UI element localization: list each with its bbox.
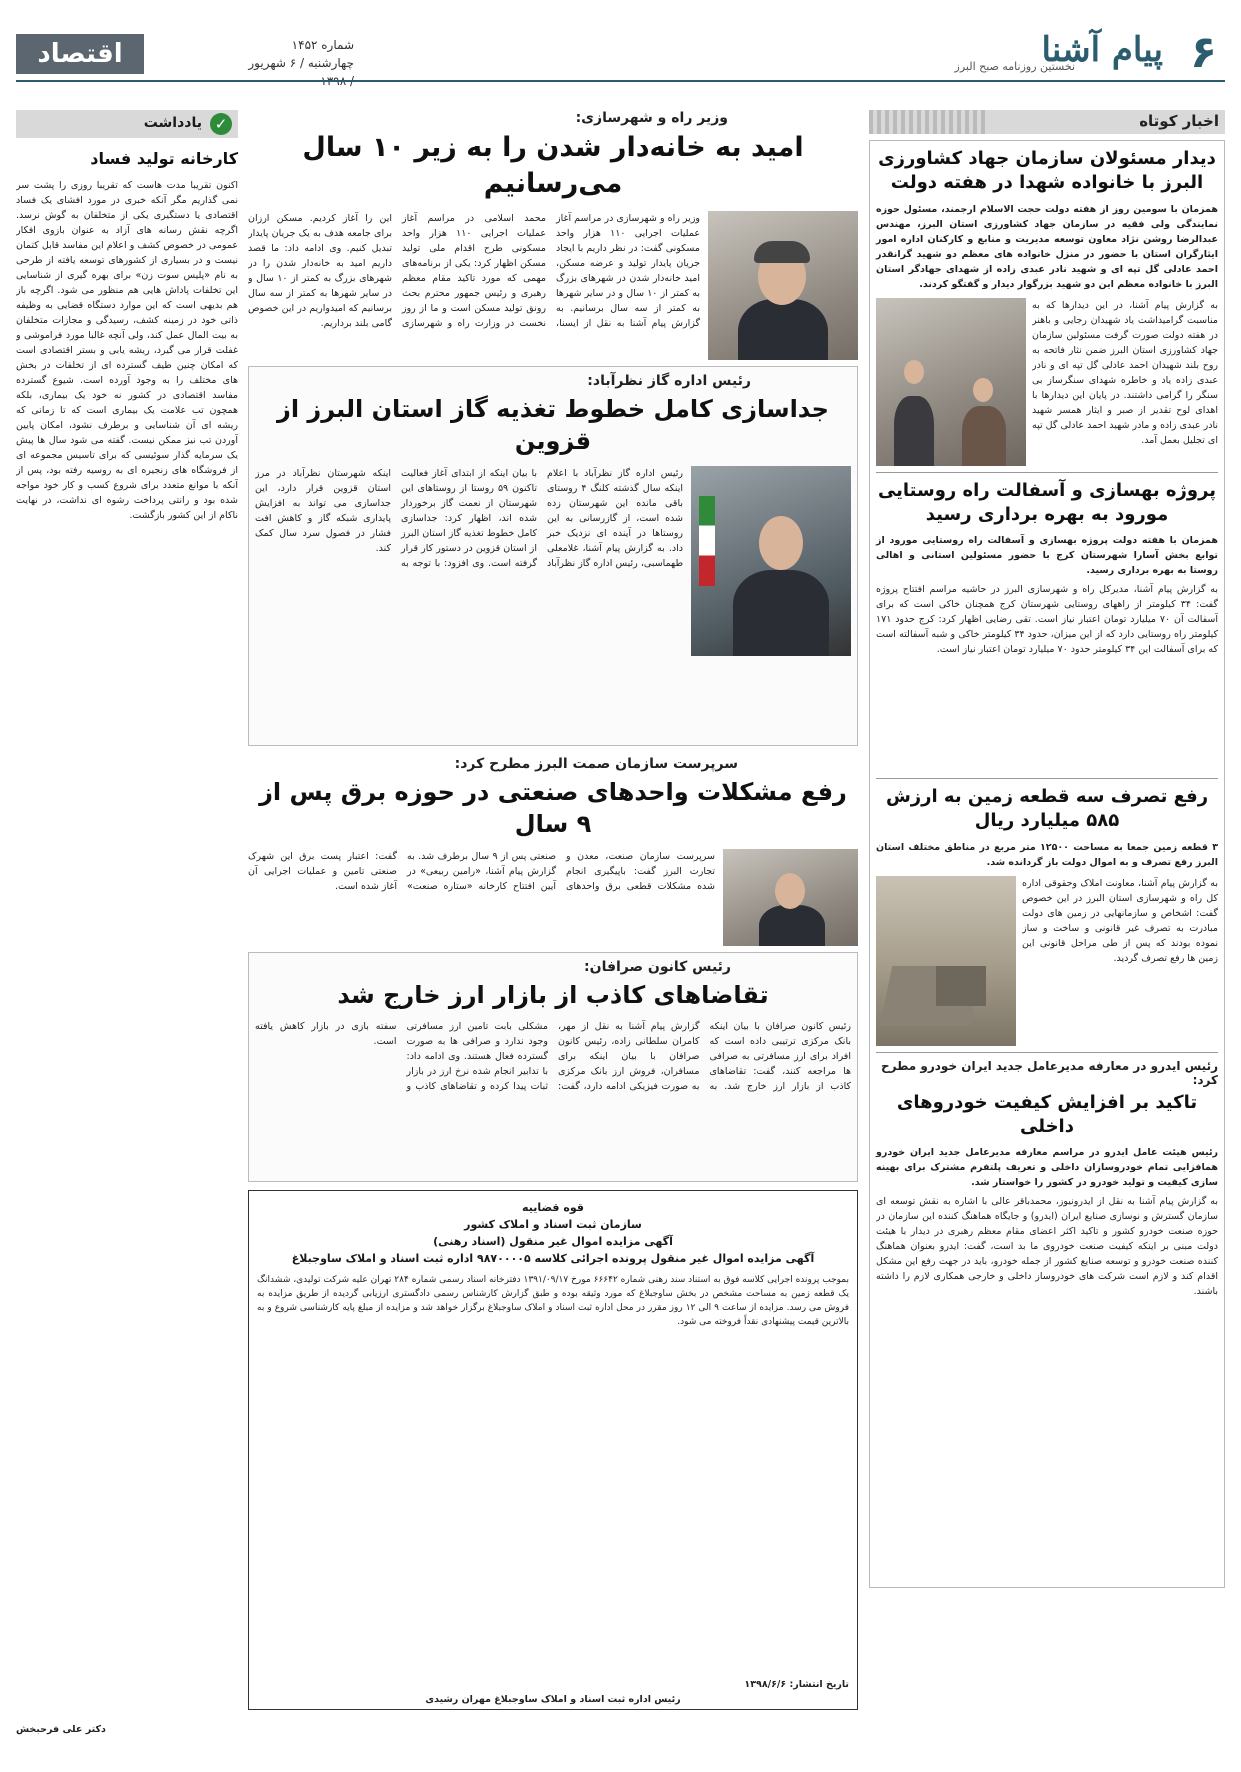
story1-block [248,110,858,360]
masthead-rule [16,80,1225,82]
short-news-column [869,110,1225,1750]
exchange-body: رئیس کانون صرافان با بیان اینکه بانک مرکزی ترتیبی داده است که افراد برای ارز مسافرتی به صرافی ها مراجعه کنند، گفت: تقاضاهای کاذب از بازار ارز خارج شد. به گزارش پیام آشنا به نقل از مهر، کامران سلطانی زاده، رئیس کانون صرافان با بیان اینکه برای مسافران، فروش ارز بانک مرکزی به صورت فیزیکی ادامه دارد، گفت: مشکلی بابت تامین ارز مسافرتی وجود ندارد و صرافی ها به صورت گسترده فعال هستند. وی ادامه داد: با تدابیر انجام شده نرخ ارز در بازار ثبات پیدا کرده و تقاضاهای کاذب و سفته بازی در بازار کاهش یافته است. [255,1021,851,1093]
opinion-label: یادداشت [143,115,202,131]
story3-photo [876,876,1016,1046]
minister-headline: امید به خانه‌دار شدن را به زیر ۱۰ سال می‌رسانیم [302,132,804,200]
opinion-band [16,110,238,138]
brand-name: پیام آشنا [1041,30,1163,70]
story3-block [248,756,858,946]
band-stripe [869,110,989,134]
ad-signature: رئیس اداره ثبت اسناد و املاک ساوجبلاغ مهران رشیدی [425,1694,681,1705]
legal-ad [248,1190,858,1710]
story3-body: به گزارش پیام آشنا، معاونت املاک وحقوقی اداره کل راه و شهرسازی استان البرز در این خصوص گفت: اشخاص و سازمانهایی در زمین های دولت مبادرت به تصرف غیر قانونی و ساخت و ساز نموده بودند که پس از طی مراحل قانونی این زمین ها رفع تصرف گردید. [1022,877,1218,964]
story4-body: به گزارش پیام آشنا به نقل از ایدرونیوز، محمدباقر عالی با اشاره به نقش توسعه ای سازمان گسترش و نوسازی صنایع ایران (ایدرو) و جایگاه هماهنگ کننده این سازمان در حوزه صنعت خودرو کشور و تاکید اکثر اعضای مقام معظم رهبری در دیدار با هیئت دولت مبنی بر اینکه کیفیت صنعت خودروی ما بد است، گفت: ایدرو بعنوان هماهنگ کننده صنعت خودرو و توسعه صنایع کشور از جمله خودرو، باید در جهت رفع این مشکل اقدام کند و لازم است شرکت های خودروساز داخلی و خارجی همکاری لازم را داشته باشند. [876,1196,1218,1298]
ad-date: تاریخ انتشار: ۱۳۹۸/۶/۶ [744,1679,849,1690]
gas-photo [691,466,851,656]
minister-body: وزیر راه و شهرسازی در مراسم آغاز عملیات اجرایی ۱۱۰ هزار واحد مسکونی گفت: در نظر داریم با ایجاد جریان پایدار تولید و عرضه مسکن، امید خانه‌دار شدن در شهرهای بزرگ به کمتر از ۱۰ سال و در سایر شهرها به کمتر از سه سال برسانیم. به گزارش پیام آشنا به نقل از ایسنا، محمد اسلامی در مراسم آغاز عملیات اجرایی ۱۱۰ هزار واحد مسکونی طرح اقدام ملی تولید مسکن اظهار کرد: یکی از برنامه‌های مهمی که مورد تاکید مقام معظم رهبری و رئیس جمهور محترم بحث رونق تولید مسکن است و ما از روز نخست در وزارت راه و شهرسازی این را آغاز کردیم. مسکن ارزان برای جامعه هدف به یک جریان پایدار تبدیل کنیم. وی ادامه داد: ما قصد داریم امید به خانه‌دار شدن را در شهرهای بزرگ به کمتر از ۱۰ سال و در سایر شهرها به کمتر از سه سال برسانیم که امیدواریم در این خصوص گامی بلند برداریم. [248,212,700,329]
minister-photo [708,211,858,360]
masthead [16,28,1225,80]
gas-kicker: رئیس اداره گاز نظرآباد: [587,373,751,389]
ad-body: بموجب پرونده اجرایی کلاسه فوق به استناد سند رهنی شماره ۶۶۶۴۲ مورخ ۱۳۹۱/۰۹/۱۷ دفترخانه اسناد رسمی شماره ۲۸۴ تهران علیه شرکت تولیدی، ششدانگ یک قطعه زمین به مساحت مشخص در بخش ساوجبلاغ که مورد وثیقه بوده و طبق گزارش کارشناس رسمی دادگستری ارزیابی گردیده از طریق مزایده به فروش می رسد. مزایده از ساعت ۹ الی ۱۲ روز مقرر در محل اداره ثبت اسناد و املاک ساوجبلاغ برگزار خواهد شد و مزایده از مبلغ پایه کارشناسی شروع و به بالاترین قیمت پیشنهادی نقداً فروخته می شود. [257,1275,849,1327]
story4-kicker: رئیس ایدرو در معارفه مدیرعامل جدید ایران خودرو مطرح کرد: [881,1058,1218,1087]
gas-body: رئیس اداره گاز نظرآباد با اعلام اینکه سال گذشته کلنگ ۴ روستای باقی مانده این شهرستان زده شده است، از گازرسانی به این روستاها در آینده ای نزدیک خبر داد. به گزارش پیام آشنا، غلامعلی طهماسبی، رئیس اداره گاز نظرآباد با بیان اینکه از ابتدای آغاز فعالیت تاکنون ۵۹ روستا از روستاهای این شهرستان از نعمت گاز برخوردار شده اند، اظهار کرد: جداسازی کامل خطوط تغذیه گاز استان البرز از استان قزوین در دستور کار قرار گرفته است. وی افزود: با توجه به اینکه شهرستان نظرآباد در مرز استان قزوین قرار دارد، این جداسازی می تواند به افزایش پایداری شبکه گاز و کاهش افت فشار در فصول سرد سال کمک کند. [255,467,683,569]
short-news-box [869,140,1225,1588]
ad-line2: سازمان ثبت اسناد و املاک کشور [464,1218,642,1231]
short-news-label: اخبار کوتاه [1139,112,1219,130]
issue-number: شماره ۱۴۵۲ [291,38,354,52]
minister-kicker: وزیر راه و شهرسازی: [575,110,728,126]
story2-block [248,366,858,746]
story4-headline: تاکید بر افزایش کیفیت خودروهای داخلی [896,1091,1198,1138]
story1-row [876,298,1218,466]
story2-lead: همزمان با هفته دولت پروژه بهسازی و آسفالت راه روستایی مورود از توابع بخش آسارا شهرستان کرج با حضور مسئولین استانی و اهالی روستا به بهره برداری رسید. [876,535,1218,577]
newspaper-logo [885,28,1225,80]
check-icon: ✓ [210,113,232,135]
story1-photo [876,298,1026,466]
section-name: اقتصاد [16,34,144,74]
gas-headline: جداسازی کامل خطوط تغذیه گاز استان البرز از قزوین [277,395,829,456]
short-news-band [869,110,1225,134]
story1-lead: همزمان با سومین روز از هفته دولت حجت الاسلام ارجمند، مسئول حوزه نمایندگی ولی فقیه در سازمان جهاد کشاورزی استان البرز، مهندس عبدالرضا روشن نژاد معاون توسعه مدیریت و منابع و کارکنان اداره امور ایثارگران استان با حضور در منزل خانواده های معظم دو شهید گرانقدر احمد عادلی گل تپه ای و شهید نادر عبدی زاده از شهدای جهادگر استان البرز با خانواده معظم این دو شهید بزرگوار دیدار و گفتگو کردند. [876,203,1218,290]
opinion-author: دکتر علی فرحبخش [16,1723,106,1735]
main-news-column [248,110,858,1750]
story1-headline: دیدار مسئولان سازمان جهاد کشاورزی البرز با خانواده شهدا در هفته دولت [878,148,1216,194]
story2-headline: پروژه بهسازی و آسفالت راه روستایی مورود به بهره برداری رسید [877,479,1217,525]
industry-headline: رفع مشکلات واحدهای صنعتی در حوزه برق پس از ۹ سال [259,778,847,839]
story3-headline: رفع تصرف سه قطعه زمین به ارزش ۵۸۵ میلیارد ریال [885,786,1209,832]
ad-line1: قوه قضاییه [522,1201,584,1214]
exchange-kicker: رئیس کانون صرافان: [584,959,731,975]
opinion-body: اکنون تقریبا مدت هاست که تقریبا روزی را پشت سر نمی گذاریم مگر آنکه خبری در مورد افشای یک فساد اقتصادی یا دستگیری یکی از متخلفان به گوش نرسد. اگرچه نقش رسانه های آزاد به عنوان بازوی افکار عمومی در خصوص کشف و اعلام این مفاسد قابل کتمان نیست و در بسیاری از کشورهای توسعه یافته از طرحی به نام «پلیس سوت زن» برای بهره گیری از شناسایی این تخلفات پاداش هایی هم منظور می شود. اگرچه باز هم بدیهی است که این موارد دستگاه قضایی به وظیفه ذاتی خود در زمینه کشف، رسیدگی و مجازات متخلفان به بیت المال عمل کند، ولی آنچه غالبا مورد فراموشی و غفلت قرار می گیرد، ریشه یابی و بستر اقتصادی است که امکان چنین طیف گسترده ای از تخلفات در بخش های مختلف را به وجود آورده است. شیوع گسترده مفاسد اقتصادی در کشور نه خود یک بیماری، بلکه همچون تب علامت یک بیماری است که تا زمانی که ریشه ای آن شناسایی و برطرف نشود، امکان پایین آوردن تب نیز ممکن نیست. گفته می شود سال ها پیش یک سرمایه گذار سوئیسی که برای تاسیس مجموعه ای از فروشگاه های زنجیره ای به روسیه رفته بود، پس از آنکه با موانع متعدد برای شروع کسب و کار خود مواجه شده بود و رانتی پرداخت رشوه ای نداشت، در نهایت ناکام از این کشور بازگشت. [16,179,238,521]
story2-body: به گزارش پیام آشنا، مدیرکل راه و شهرسازی البرز در حاشیه مراسم افتتاح پروژه گفت: ۳۴ کیلومتر از راههای روستایی شهرستان کرج همچنان خاکی است که برای آسفالت آن ۷۰ میلیارد تومان اعتبار نیاز است. تقی رضایی اظهار کرد: کرج حدود ۱۷۱ کیلومتر راه روستایی دارد که از این میزان، حدود ۳۴ کیلومتر خاکی و شبه آسفالته است که برای آسفالت این ۳۴ کیلومتر حدود ۷۰ میلیارد تومان اعتبار نیاز است. [876,584,1218,656]
industry-row [248,849,858,946]
story1-body: به گزارش پیام آشنا، در این دیدارها که به مناسبت گرامیداشت یاد شهیدان رجایی و باهنر در هفته دولت صورت گرفت مسئولین سازمان جهاد کشاورزی استان البرز ضمن نثار فاتحه به روح بلند شهیدان احمد عادلی گل تپه ای و نادر عبدی زاده یاد و خاطره شهدای سنگرساز بی سنگر را گرامی داشتند. در پایان این دیدارها با اهدای لوح تقدیر از صبر و ایثار همسر شهید نادر عبدی زاده و مادر شهید احمد عادلی گل تپه ای تجلیل بعمل آمد. [1032,299,1218,446]
issue-date: چهارشنبه / ۶ شهریور [248,56,354,70]
ad-line4: آگهی مزایده اموال غیر منقول پرونده اجرائی کلاسه ۹۸۷۰۰۰۰۵ اداره ثبت اسناد و املاک ساوجبلاغ [291,1252,815,1265]
opinion-title: کارخانه تولید فساد [90,149,238,168]
story4-lead: رئیس هیئت عامل ایدرو در مراسم معارفه مدیرعامل جدید ایران خودرو همافزایی تمام خودروسازان داخلی و تعریف پلتفرم مشترک برای بهینه سازی کیفیت و تولید خودرو در کشور را خواستار شد. [876,1147,1218,1189]
story4-block [248,952,858,1182]
story3-row [876,876,1218,1046]
story3-lead: ۳ قطعه زمین جمعا به مساحت ۱۲۵۰۰ متر مربع در مناطق مختلف استان البرز رفع تصرف و به اموال دولت باز گردانده شد. [876,841,1218,868]
industry-body: سرپرست سازمان صنعت، معدن و تجارت البرز گفت: باپیگیری انجام شده مشکلات قطعی برق واحدهای صنعتی پس از ۹ سال برطرف شد. به گزارش پیام آشنا، «رامین ربیعی» در آیین افتتاح کارخانه «ستاره صنعت» گفت: اعتبار پست برق این شهرک صنعتی تامین و عملیات اجرایی آن آغاز شده است. [248,850,715,892]
minister-row [248,211,858,360]
ad-line3: آگهی مزایده اموال غیر منقول (اسناد رهنی) [433,1235,673,1248]
opinion-column [16,110,238,1750]
industry-photo [723,849,858,946]
page-number: ۶ [1190,27,1217,78]
exchange-headline: تقاضاهای کاذب از بازار ارز خارج شد [337,981,769,1009]
industry-kicker: سرپرست سازمان صمت البرز مطرح کرد: [454,756,738,772]
brand-tagline: نخستین روزنامه صبح البرز [954,60,1075,73]
gas-row [255,466,851,746]
